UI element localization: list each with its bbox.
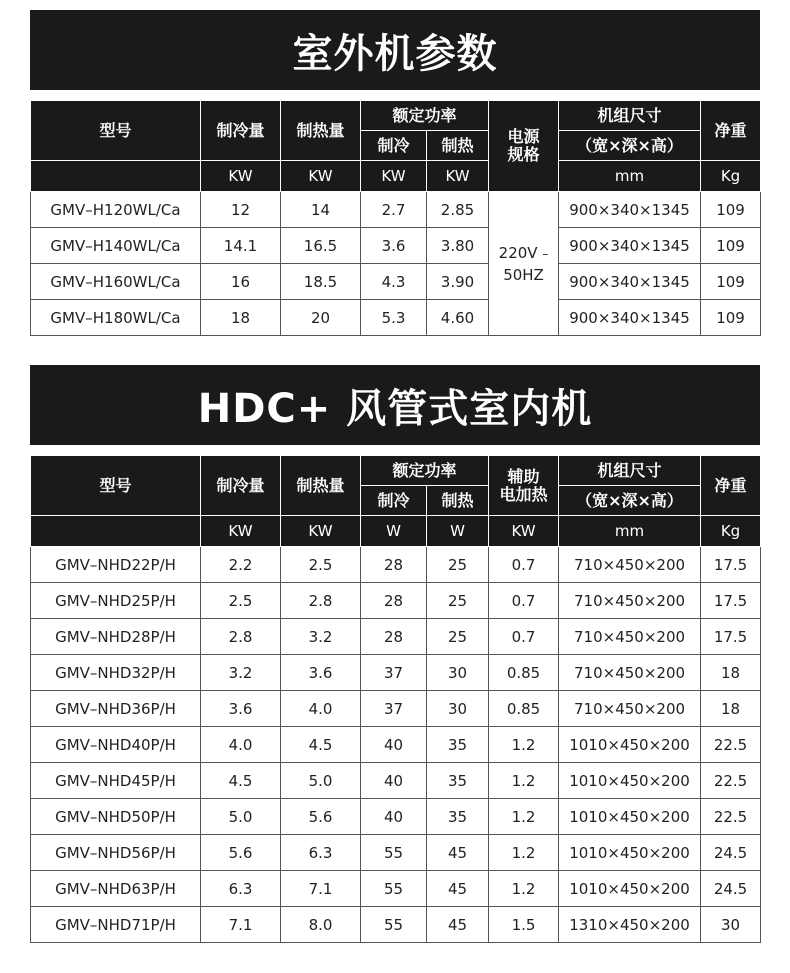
cell-model: GMV–H140WL/Ca — [31, 228, 201, 264]
cell-weight: 22.5 — [701, 727, 761, 763]
power-supply-dash: – — [542, 246, 549, 261]
header-dimensions-sub: （宽×深×高） — [559, 486, 701, 516]
cell-dimensions: 900×340×1345 — [559, 192, 701, 228]
cell-cooling-capacity: 12 — [201, 192, 281, 228]
table-row — [31, 763, 761, 799]
cell-cooling-capacity: 2.2 — [201, 547, 281, 583]
table-row — [31, 583, 761, 619]
cell-heating-capacity: 6.3 — [281, 835, 361, 871]
cell-power-cooling: 3.6 — [361, 228, 427, 264]
cell-model: GMV–NHD56P/H — [31, 835, 201, 871]
cell-power-cooling: 28 — [361, 583, 427, 619]
cell-weight: 24.5 — [701, 835, 761, 871]
cell-cooling-capacity: 5.6 — [201, 835, 281, 871]
cell-model: GMV–NHD45P/H — [31, 763, 201, 799]
header-model: 型号 — [31, 101, 201, 161]
table-row — [31, 655, 761, 691]
header-power-cooling: 制冷 — [361, 131, 427, 161]
cell-dimensions: 710×450×200 — [559, 655, 701, 691]
cell-power-heating: 3.80 — [427, 228, 489, 264]
cell-power-cooling: 40 — [361, 763, 427, 799]
cell-model: GMV–NHD36P/H — [31, 691, 201, 727]
cell-heating-capacity: 7.1 — [281, 871, 361, 907]
cell-power-heating: 45 — [427, 871, 489, 907]
cell-heating-capacity: 4.5 — [281, 727, 361, 763]
cell-power-cooling: 28 — [361, 619, 427, 655]
cell-dimensions: 710×450×200 — [559, 619, 701, 655]
cell-cooling-capacity: 16 — [201, 264, 281, 300]
cell-aux-heat: 1.2 — [489, 763, 559, 799]
cell-dimensions: 1010×450×200 — [559, 799, 701, 835]
cell-power-heating: 25 — [427, 547, 489, 583]
cell-model: GMV–H180WL/Ca — [31, 300, 201, 336]
cell-aux-heat: 1.2 — [489, 799, 559, 835]
header-power-supply-line1: 电源 — [507, 127, 540, 146]
header-power-supply — [489, 101, 559, 192]
cell-power-cooling: 40 — [361, 799, 427, 835]
cell-weight: 18 — [701, 691, 761, 727]
cell-weight: 22.5 — [701, 799, 761, 835]
cell-model: GMV–NHD32P/H — [31, 655, 201, 691]
power-supply-frequency: 50HZ — [503, 265, 544, 284]
cell-dimensions: 1010×450×200 — [559, 835, 701, 871]
cell-cooling-capacity: 5.0 — [201, 799, 281, 835]
cell-power-heating: 4.60 — [427, 300, 489, 336]
cell-model: GMV–NHD40P/H — [31, 727, 201, 763]
cell-heating-capacity: 20 — [281, 300, 361, 336]
cell-aux-heat: 0.7 — [489, 619, 559, 655]
cell-cooling-capacity: 6.3 — [201, 871, 281, 907]
header-model: 型号 — [31, 456, 201, 516]
cell-weight: 17.5 — [701, 583, 761, 619]
unit-dimensions: mm — [559, 161, 701, 192]
cell-power-cooling: 40 — [361, 727, 427, 763]
header-rated-power: 额定功率 — [361, 456, 489, 486]
cell-dimensions: 900×340×1345 — [559, 264, 701, 300]
cell-power-heating: 25 — [427, 583, 489, 619]
unit-power-heating: KW — [427, 161, 489, 192]
cell-aux-heat: 0.7 — [489, 583, 559, 619]
cell-dimensions: 1010×450×200 — [559, 871, 701, 907]
cell-weight: 109 — [701, 192, 761, 228]
cell-power-cooling: 28 — [361, 547, 427, 583]
unit-weight: Kg — [701, 161, 761, 192]
header-dimensions: 机组尺寸 — [559, 101, 701, 131]
cell-heating-capacity: 5.6 — [281, 799, 361, 835]
cell-cooling-capacity: 3.6 — [201, 691, 281, 727]
cell-heating-capacity: 2.5 — [281, 547, 361, 583]
cell-dimensions: 900×340×1345 — [559, 228, 701, 264]
cell-cooling-capacity: 7.1 — [201, 907, 281, 943]
unit-heating-capacity: KW — [281, 516, 361, 547]
cell-weight: 109 — [701, 264, 761, 300]
cell-model: GMV–NHD22P/H — [31, 547, 201, 583]
table-row — [31, 871, 761, 907]
header-dimensions-sub: （宽×深×高） — [559, 131, 701, 161]
cell-heating-capacity: 3.6 — [281, 655, 361, 691]
outdoor-section-title: 室外机参数 — [30, 10, 760, 90]
header-heating-capacity: 制热量 — [281, 456, 361, 516]
cell-cooling-capacity: 2.8 — [201, 619, 281, 655]
cell-power-heating: 35 — [427, 799, 489, 835]
cell-aux-heat: 1.2 — [489, 871, 559, 907]
cell-heating-capacity: 14 — [281, 192, 361, 228]
cell-weight: 22.5 — [701, 763, 761, 799]
cell-model: GMV–H120WL/Ca — [31, 192, 201, 228]
cell-cooling-capacity: 14.1 — [201, 228, 281, 264]
unit-aux-heat: KW — [489, 516, 559, 547]
cell-power-cooling: 5.3 — [361, 300, 427, 336]
cell-power-heating: 35 — [427, 727, 489, 763]
cell-power-supply — [489, 192, 559, 336]
cell-power-cooling: 55 — [361, 907, 427, 943]
unit-cooling-capacity: KW — [201, 516, 281, 547]
header-weight: 净重 — [701, 456, 761, 516]
cell-weight: 30 — [701, 907, 761, 943]
unit-model-blank — [31, 161, 201, 192]
table-row — [31, 228, 761, 264]
header-power-heating: 制热 — [427, 131, 489, 161]
cell-weight: 109 — [701, 300, 761, 336]
table-row — [31, 907, 761, 943]
header-cooling-capacity: 制冷量 — [201, 456, 281, 516]
cell-aux-heat: 1.2 — [489, 835, 559, 871]
unit-cooling-capacity: KW — [201, 161, 281, 192]
cell-heating-capacity: 2.8 — [281, 583, 361, 619]
cell-heating-capacity: 8.0 — [281, 907, 361, 943]
unit-power-heating: W — [427, 516, 489, 547]
cell-model: GMV–NHD71P/H — [31, 907, 201, 943]
cell-power-heating: 45 — [427, 835, 489, 871]
unit-weight: Kg — [701, 516, 761, 547]
table-row — [31, 691, 761, 727]
table-row — [31, 835, 761, 871]
cell-power-cooling: 4.3 — [361, 264, 427, 300]
cell-heating-capacity: 18.5 — [281, 264, 361, 300]
cell-power-heating: 2.85 — [427, 192, 489, 228]
cell-power-cooling: 2.7 — [361, 192, 427, 228]
cell-aux-heat: 0.85 — [489, 655, 559, 691]
cell-power-heating: 30 — [427, 691, 489, 727]
cell-heating-capacity: 5.0 — [281, 763, 361, 799]
header-heating-capacity: 制热量 — [281, 101, 361, 161]
cell-aux-heat: 0.85 — [489, 691, 559, 727]
cell-power-cooling: 55 — [361, 871, 427, 907]
cell-model: GMV–NHD50P/H — [31, 799, 201, 835]
header-rated-power: 额定功率 — [361, 101, 489, 131]
cell-power-cooling: 37 — [361, 655, 427, 691]
table-row — [31, 192, 761, 228]
cell-cooling-capacity: 18 — [201, 300, 281, 336]
cell-dimensions: 710×450×200 — [559, 691, 701, 727]
table-row — [31, 547, 761, 583]
table-row — [31, 727, 761, 763]
header-dimensions: 机组尺寸 — [559, 456, 701, 486]
cell-power-heating: 3.90 — [427, 264, 489, 300]
table-row — [31, 799, 761, 835]
cell-model: GMV–NHD63P/H — [31, 871, 201, 907]
outdoor-spec-table — [30, 100, 761, 336]
cell-cooling-capacity: 3.2 — [201, 655, 281, 691]
cell-cooling-capacity: 2.5 — [201, 583, 281, 619]
cell-model: GMV–NHD25P/H — [31, 583, 201, 619]
power-supply-voltage: 220V — [498, 243, 538, 262]
header-cooling-capacity: 制冷量 — [201, 101, 281, 161]
cell-weight: 17.5 — [701, 547, 761, 583]
cell-dimensions: 1010×450×200 — [559, 763, 701, 799]
indoor-section-title: HDC+ 风管式室内机 — [30, 365, 760, 445]
cell-dimensions: 1010×450×200 — [559, 727, 701, 763]
unit-power-cooling: W — [361, 516, 427, 547]
indoor-spec-table — [30, 455, 761, 943]
header-weight: 净重 — [701, 101, 761, 161]
cell-weight: 24.5 — [701, 871, 761, 907]
cell-power-cooling: 55 — [361, 835, 427, 871]
cell-power-heating: 30 — [427, 655, 489, 691]
header-power-cooling: 制冷 — [361, 486, 427, 516]
cell-heating-capacity: 4.0 — [281, 691, 361, 727]
cell-aux-heat: 1.2 — [489, 727, 559, 763]
cell-aux-heat: 1.5 — [489, 907, 559, 943]
cell-heating-capacity: 3.2 — [281, 619, 361, 655]
table-row — [31, 619, 761, 655]
cell-heating-capacity: 16.5 — [281, 228, 361, 264]
header-aux-heat — [489, 456, 559, 516]
cell-weight: 109 — [701, 228, 761, 264]
cell-power-cooling: 37 — [361, 691, 427, 727]
table-row — [31, 264, 761, 300]
header-aux-heat-line1: 辅助 — [507, 466, 540, 486]
cell-dimensions: 900×340×1345 — [559, 300, 701, 336]
cell-model: GMV–NHD28P/H — [31, 619, 201, 655]
unit-dimensions: mm — [559, 516, 701, 547]
cell-model: GMV–H160WL/Ca — [31, 264, 201, 300]
unit-heating-capacity: KW — [281, 161, 361, 192]
cell-power-heating: 45 — [427, 907, 489, 943]
table-row — [31, 300, 761, 336]
cell-power-heating: 35 — [427, 763, 489, 799]
cell-dimensions: 1310×450×200 — [559, 907, 701, 943]
cell-cooling-capacity: 4.0 — [201, 727, 281, 763]
cell-weight: 18 — [701, 655, 761, 691]
header-power-supply-line2: 规格 — [507, 145, 540, 164]
header-aux-heat-line2: 电加热 — [499, 484, 548, 504]
cell-weight: 17.5 — [701, 619, 761, 655]
cell-power-heating: 25 — [427, 619, 489, 655]
cell-aux-heat: 0.7 — [489, 547, 559, 583]
unit-model-blank — [31, 516, 201, 547]
unit-power-cooling: KW — [361, 161, 427, 192]
cell-dimensions: 710×450×200 — [559, 583, 701, 619]
header-power-heating: 制热 — [427, 486, 489, 516]
cell-cooling-capacity: 4.5 — [201, 763, 281, 799]
cell-dimensions: 710×450×200 — [559, 547, 701, 583]
